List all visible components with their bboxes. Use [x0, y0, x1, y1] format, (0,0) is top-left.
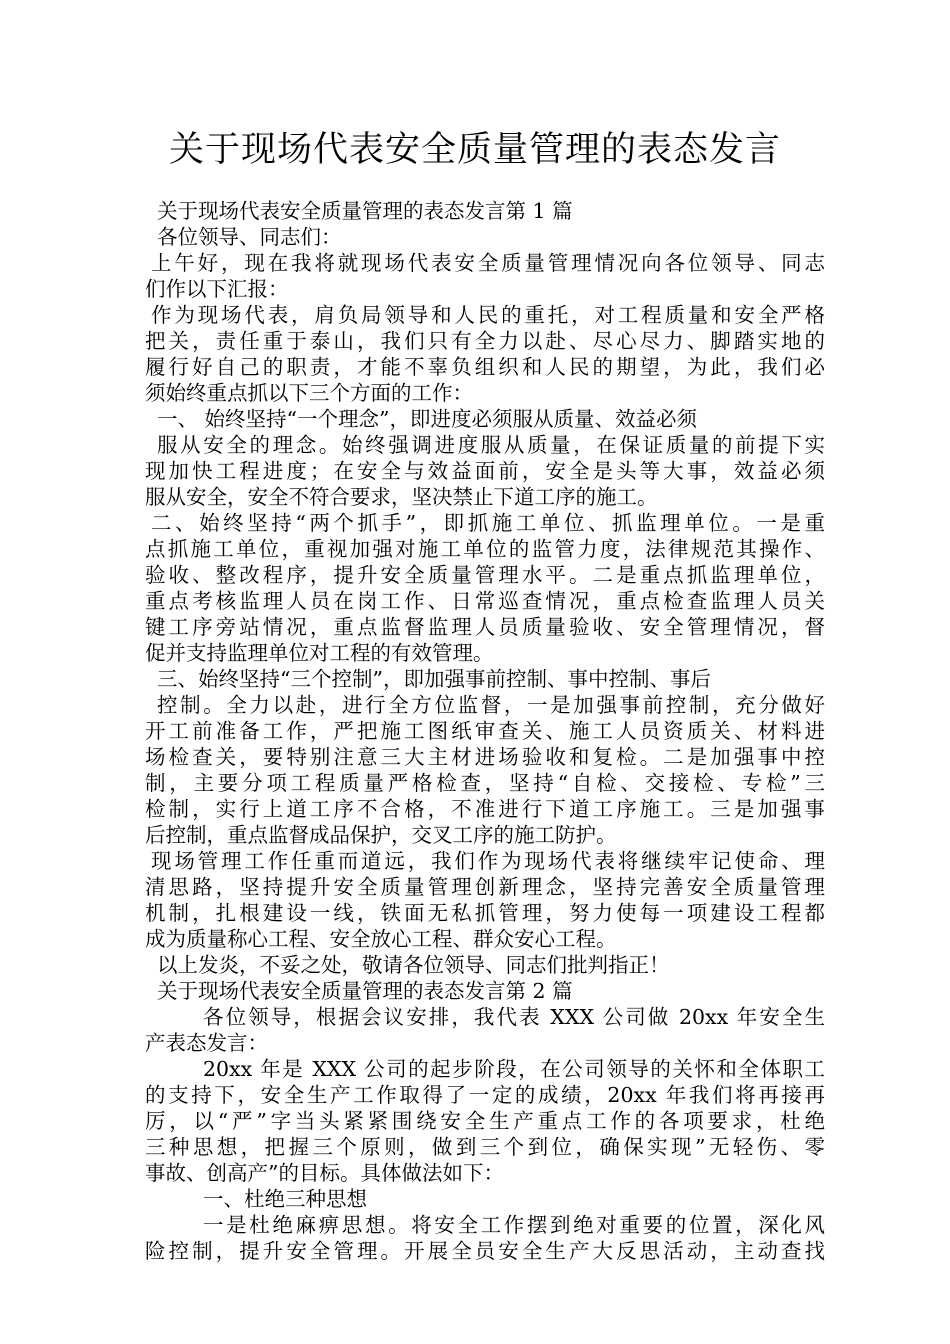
document-title: 关于现场代表安全质量管理的表态发言 [168, 130, 781, 170]
text-line: 一是杜绝麻痹思想。将安全工作摆到绝对重要的位置，深化风 [203, 1213, 825, 1237]
text-line: 键工序旁站情况，重点监督监理人员质量验收、安全管理情况，督 [145, 615, 825, 639]
text-line: 上午好，现在我将就现场代表安全质量管理情况向各位领导、同志 [151, 251, 825, 275]
text-line: 成为质量称心工程、安全放心工程、群众安心工程。 [145, 927, 617, 951]
text-line: 关于现场代表安全质量管理的表态发言第 1 篇 [157, 199, 573, 223]
text-line: 三、始终坚持“三个控制”，即加强事前控制、事中控制、事后 [157, 667, 711, 691]
text-line: 制，主要分项工程质量严格检查，坚持“自检、交接检、专检”三 [145, 771, 825, 795]
text-line: 20xx 年是 XXX 公司的起步阶段，在公司领导的关怀和全体职工 [203, 1057, 825, 1081]
text-line: 验收、整改程序，提升安全质量管理水平。二是重点抓监理单位， [145, 563, 825, 587]
text-line: 们作以下汇报： [145, 277, 289, 301]
text-line: 作为现场代表，肩负局领导和人民的重托，对工程质量和安全严格 [151, 303, 825, 327]
text-line: 厉，以“严”字当头紧紧围绕安全生产重点工作的各项要求，杜绝 [145, 1109, 825, 1133]
text-line: 事故、创高产”的目标。具体做法如下： [145, 1161, 504, 1185]
text-line: 机制，扎根建设一线，铁面无私抓管理，努力使每一项建设工程都 [145, 901, 825, 925]
text-line: 各位领导，根据会议安排，我代表 XXX 公司做 20xx 年安全生 [203, 1005, 825, 1029]
text-line: 重点考核监理人员在岗工作、日常巡查情况，重点检查监理人员关 [145, 589, 825, 613]
text-line: 服从安全的理念。始终强调进度服从质量，在保证质量的前提下实 [157, 433, 825, 457]
text-line: 点抓施工单位，重视加强对施工单位的监管力度，法律规范其操作、 [145, 537, 825, 561]
text-line: 履行好自己的职责，才能不辜负组织和人民的期望，为此，我们必 [145, 355, 825, 379]
text-line: 后控制，重点监督成品保护，交叉工序的施工防护。 [145, 823, 617, 847]
text-line: 险控制，提升安全管理。开展全员安全生产大反思活动，主动查找 [145, 1239, 825, 1263]
text-line: 的支持下，安全生产工作取得了一定的成绩，20xx 年我们将再接再 [145, 1083, 825, 1107]
text-line: 服从安全，安全不符合要求，坚决禁止下道工序的施工。 [145, 485, 658, 509]
text-line: 促并支持监理单位对工程的有效管理。 [145, 641, 494, 665]
document-body [145, 198, 825, 1264]
text-line: 产表态发言： [145, 1031, 268, 1055]
text-line: 现加快工程进度；在安全与效益面前，安全是头等大事，效益必须 [145, 459, 825, 483]
text-line: 关于现场代表安全质量管理的表态发言第 2 篇 [157, 979, 573, 1003]
text-line: 一、杜绝三种思想 [203, 1187, 367, 1211]
text-line: 把关，责任重于泰山，我们只有全力以赴、尽心尽力、脚踏实地的 [145, 329, 825, 353]
text-line: 二、始终坚持“两个抓手”，即抓施工单位、抓监理单位。一是重 [151, 511, 825, 535]
text-line: 检制，实行上道工序不合格，不准进行下道工序施工。三是加强事 [145, 797, 825, 821]
text-line: 控制。全力以赴，进行全方位监督，一是加强事前控制，充分做好 [157, 693, 825, 717]
text-line: 清思路，坚持提升安全质量管理创新理念，坚持完善安全质量管理 [145, 875, 825, 899]
text-line: 三种思想，把握三个原则，做到三个到位，确保实现”无轻伤、零 [145, 1135, 825, 1159]
text-line: 场检查关，要特别注意三大主材进场验收和复检。二是加强事中控 [145, 745, 825, 769]
text-line: 开工前准备工作，严把施工图纸审查关、施工人员资质关、材料进 [145, 719, 825, 743]
text-line: 各位领导、同志们： [157, 225, 342, 249]
text-line: 现场管理工作任重而道远，我们作为现场代表将继续牢记使命、理 [151, 849, 825, 873]
text-line: 以上发炎，不妥之处，敬请各位领导、同志们批判指正！ [157, 953, 670, 977]
text-line: 须始终重点抓以下三个方面的工作： [145, 381, 473, 405]
text-line: 一、 始终坚持“一个理念”，即进度必须服从质量、效益必须 [157, 407, 697, 431]
